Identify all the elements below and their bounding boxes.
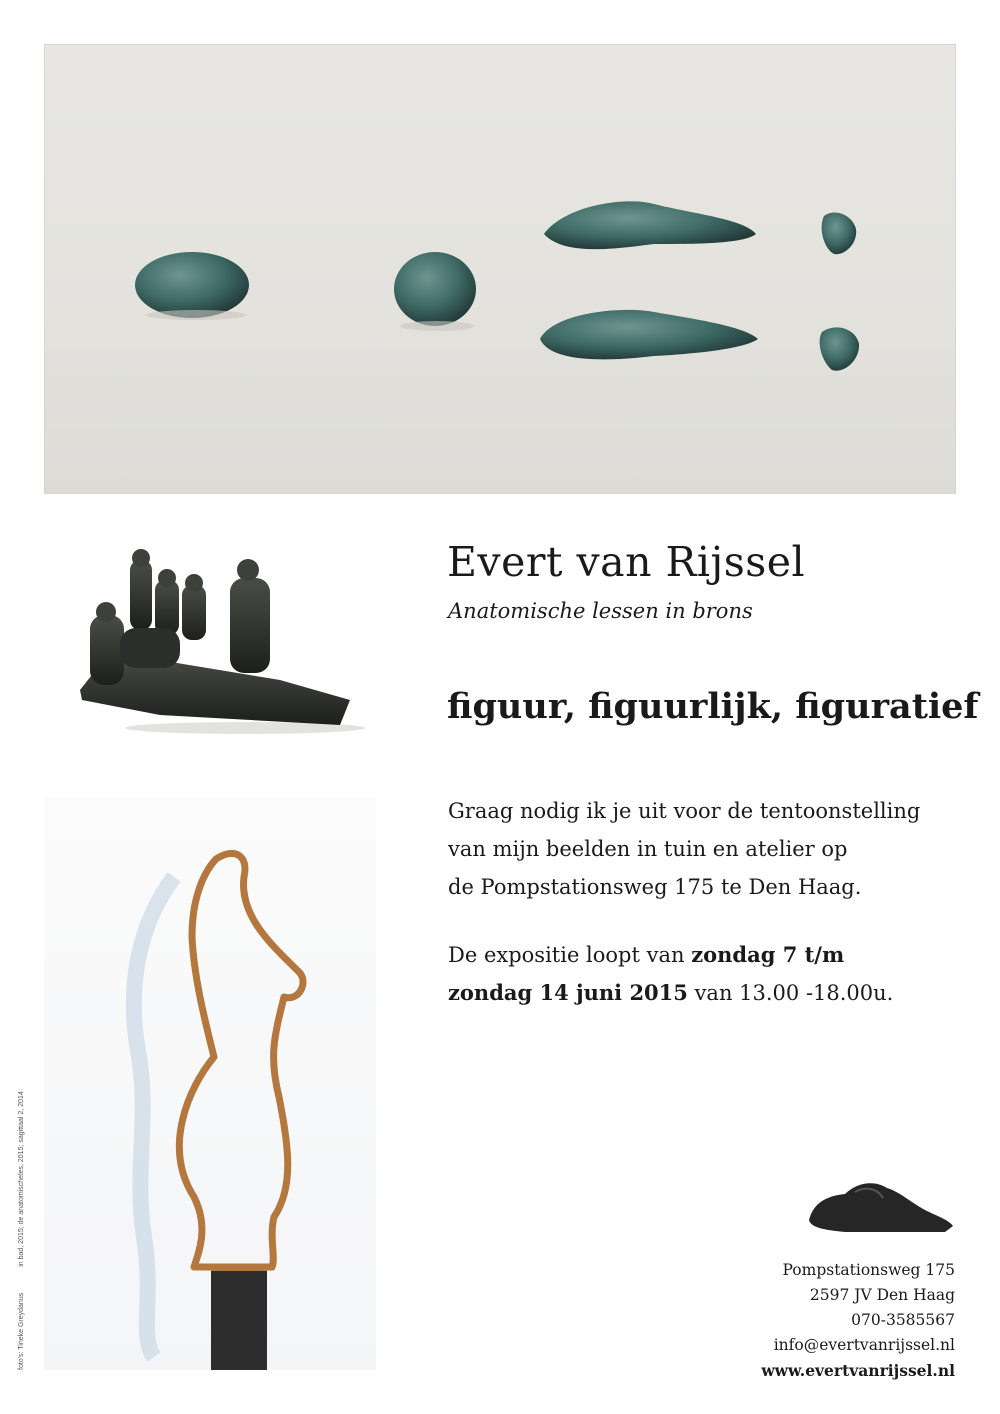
- torso-sculpture-image: [44, 797, 376, 1370]
- bronze-outline: [179, 853, 303, 1267]
- website-link[interactable]: www.evertvanrijssel.nl: [761, 1361, 955, 1380]
- reclining-figure-logo: [805, 1172, 955, 1234]
- invite-line: van mijn beelden in tuin en atelier op: [448, 837, 848, 861]
- upper-limb-piece: [544, 201, 756, 249]
- photographer-credit: foto's: Tineke Greydanus: [18, 1292, 25, 1370]
- invite-line: de Pompstationsweg 175 te Den Haag.: [448, 875, 862, 899]
- invitation-text: [448, 792, 968, 1012]
- works-credit: in bad, 2015; de anatomischeles, 2015; sagittaal 2, 2014: [18, 1091, 25, 1267]
- artist-subtitle: Anatomische lessen in brons: [448, 599, 753, 623]
- photo-credits: [18, 1091, 25, 1370]
- email-link[interactable]: info@evertvanrijssel.nl: [773, 1336, 955, 1354]
- dates-prefix: De expositie loopt van: [448, 943, 692, 967]
- postal-city: 2597 JV Den Haag: [809, 1286, 955, 1304]
- dates-start: zondag 7 t/m: [691, 942, 845, 967]
- lower-limb-piece: [540, 310, 758, 359]
- group-sculpture-image: [70, 540, 370, 740]
- exhibition-heading: figuur, figuurlijk, figuratief: [447, 686, 979, 727]
- phone-number: 070-3585567: [851, 1311, 955, 1329]
- photo-anatomy-lesson-sculpture: [70, 540, 370, 740]
- head-piece: [135, 252, 249, 318]
- wooden-plinth: [211, 1269, 267, 1370]
- contact-block: [761, 1258, 955, 1383]
- chest-piece: [394, 252, 476, 326]
- bronze-pieces-image: [44, 44, 956, 494]
- artist-name: Evert van Rijssel: [447, 538, 806, 586]
- dates-line-2: [448, 974, 968, 1012]
- street-address: Pompstationsweg 175: [782, 1261, 955, 1279]
- foot-piece-bottom: [820, 327, 859, 370]
- dates-line-1: [448, 936, 968, 974]
- dates-end: zondag 14 juni 2015: [448, 980, 688, 1005]
- photo-anatomical-pieces: [44, 44, 956, 494]
- foot-piece-top: [822, 212, 857, 254]
- dates-hours: van 13.00 -18.00u.: [687, 981, 894, 1005]
- photo-sagittaal-sculpture: [44, 797, 376, 1370]
- invite-line: Graag nodig ik je uit voor de tentoonstelling: [448, 799, 921, 823]
